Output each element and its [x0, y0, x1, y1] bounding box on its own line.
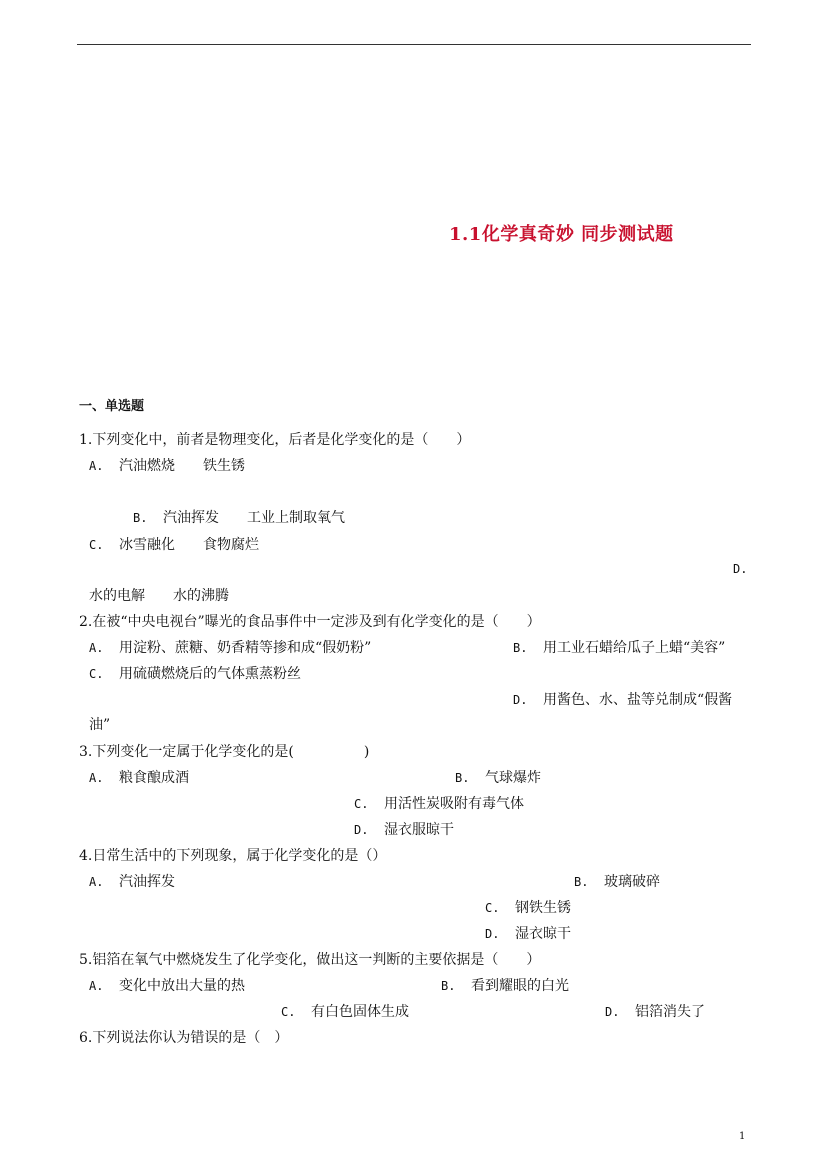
question-5-option-c [281, 1001, 409, 1021]
question-5-stem: 5.铝箔在氧气中燃烧发生了化学变化，做出这一判断的主要依据是（ ） [79, 952, 541, 968]
option-text: 汽油燃烧 铁生锈 [119, 458, 245, 474]
option-label: C. [354, 797, 369, 811]
question-3-stem: 3.下列变化一定属于化学变化的是( ) [79, 744, 370, 760]
question-1-option-b [133, 507, 345, 527]
option-label: C. [89, 667, 104, 681]
question-3-option-c [354, 793, 524, 813]
option-label: D. [513, 693, 528, 707]
question-3-option-a [89, 767, 189, 787]
option-text: 粮食酿成酒 [119, 770, 189, 786]
option-label: B. [574, 875, 589, 889]
question-4-stem: 4.日常生活中的下列现象，属于化学变化的是（） [79, 848, 387, 864]
question-5-option-a [89, 975, 245, 995]
option-label: A. [89, 979, 104, 993]
option-text: 冰雪融化 食物腐烂 [119, 537, 259, 553]
question-6-stem: 6.下列说法你认为错误的是（ ） [79, 1030, 289, 1046]
option-text: 汽油挥发 工业上制取氧气 [163, 510, 345, 526]
question-2-option-d [513, 689, 732, 709]
page-number: 1 [739, 1131, 746, 1142]
question-5-option-b [441, 975, 569, 995]
option-label: A. [89, 771, 104, 785]
option-label: D. [733, 562, 748, 576]
question-1-option-c [89, 534, 259, 554]
section-heading: 一、单选题 [79, 399, 145, 414]
option-label: B. [513, 641, 528, 655]
option-text: 用工业石蜡给瓜子上蜡“美容” [543, 640, 726, 656]
question-2-option-b [513, 637, 725, 657]
header-rule [77, 44, 751, 45]
option-text: 气球爆炸 [485, 770, 541, 786]
question-2-option-c [89, 663, 301, 683]
question-2-stem: 2.在被“中央电视台”曝光的食品事件中一定涉及到有化学变化的是（ ） [79, 614, 541, 630]
option-text: 用淀粉、蔗糖、奶香精等掺和成“假奶粉” [119, 640, 372, 656]
question-1-option-a [89, 455, 245, 475]
option-text: 铝箔消失了 [635, 1004, 705, 1020]
option-label: C. [281, 1005, 296, 1019]
option-text: 湿衣晾干 [515, 926, 571, 942]
option-label: C. [89, 538, 104, 552]
option-label: A. [89, 641, 104, 655]
question-1-option-d-label [733, 561, 763, 577]
question-1-stem: 1.下列变化中，前者是物理变化，后者是化学变化的是（ ） [79, 432, 471, 448]
question-4-option-c [485, 897, 571, 917]
option-label: D. [605, 1005, 620, 1019]
option-text: 用活性炭吸附有毒气体 [384, 796, 524, 812]
question-2-option-d-continued: 油” [89, 717, 111, 733]
question-4-option-d [485, 923, 571, 943]
option-text: 用酱色、水、盐等兑制成“假酱 [543, 692, 733, 708]
option-text: 钢铁生锈 [515, 900, 571, 916]
option-label: D. [485, 927, 500, 941]
question-4-option-b [574, 871, 660, 891]
option-text: 变化中放出大量的热 [119, 978, 245, 994]
question-3-option-b [455, 767, 541, 787]
option-text: 湿衣服晾干 [384, 822, 454, 838]
question-4-option-a [89, 871, 175, 891]
option-label: B. [455, 771, 470, 785]
question-3-option-d [354, 819, 454, 839]
option-text: 看到耀眼的白光 [471, 978, 569, 994]
option-label: D. [354, 823, 369, 837]
option-text: 用硫磺燃烧后的气体熏蒸粉丝 [119, 666, 301, 682]
question-2-option-a [89, 637, 371, 657]
question-5-option-d [605, 1001, 705, 1021]
option-label: C. [485, 901, 500, 915]
option-label: A. [89, 875, 104, 889]
option-label: B. [441, 979, 456, 993]
option-label: B. [133, 511, 148, 525]
page-title: 1.1化学真奇妙 同步测试题 [449, 224, 674, 245]
option-text: 汽油挥发 [119, 874, 175, 890]
option-text: 玻璃破碎 [604, 874, 660, 890]
question-1-option-d-text: 水的电解 水的沸腾 [89, 588, 229, 604]
option-text: 有白色固体生成 [311, 1004, 409, 1020]
option-label: A. [89, 459, 104, 473]
